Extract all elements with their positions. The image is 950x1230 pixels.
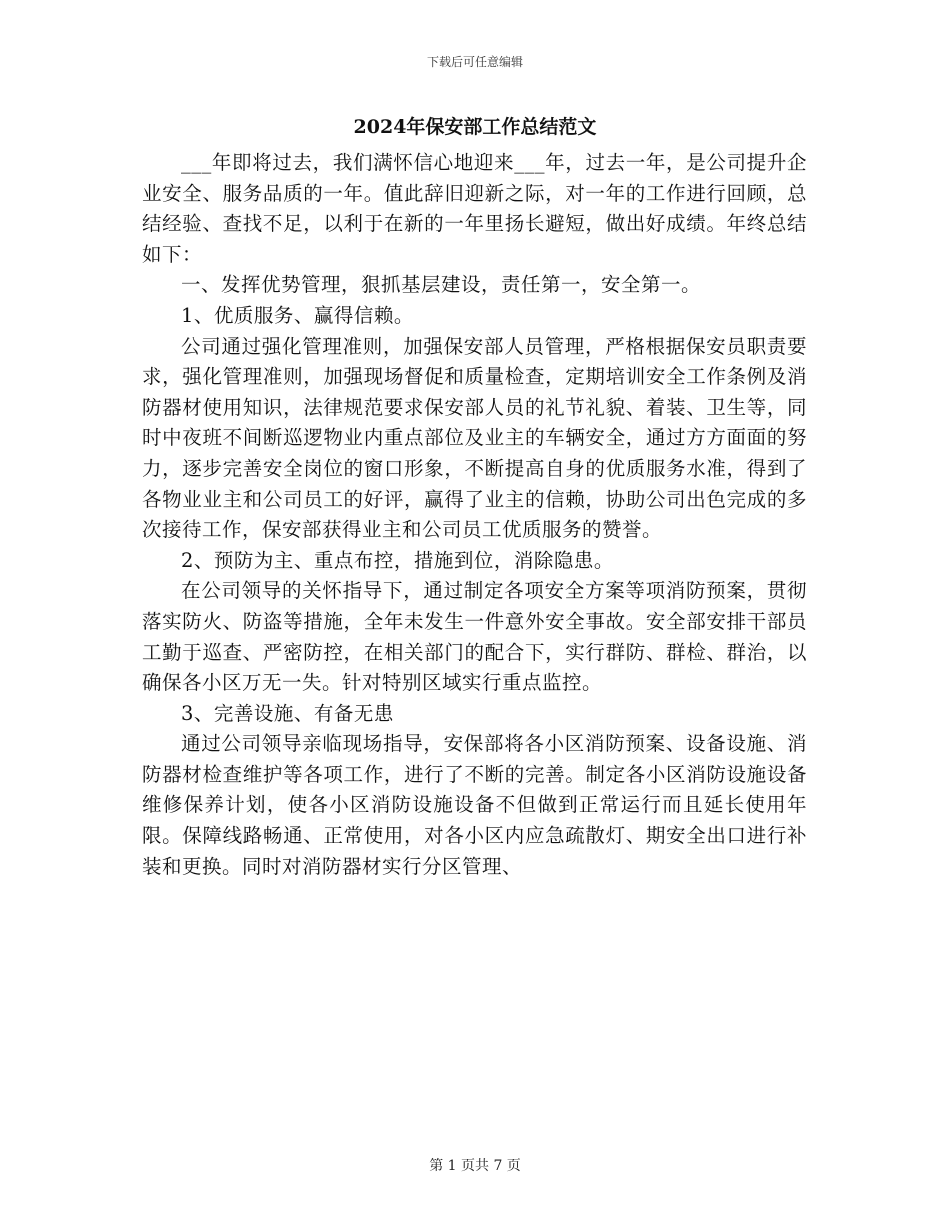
section-heading-1: 一、发挥优势管理，狠抓基层建设，责任第一，安全第一。 (181, 273, 702, 297)
document-body (142, 148, 807, 882)
paragraph-prevention: 在公司领导的关怀指导下，通过制定各项安全方案等项消防预案，贯彻落实防火、防盗等措施，全年未发生一件意外安全事故。安全部安排干部员工勤于巡查、严密防控，在相关部门的配合下，实行群防、群检、群治，以确保各小区万无一失。针对特别区域实行重点监控。 (142, 579, 807, 695)
header-note: 下载后可任意编辑 (426, 55, 523, 69)
paragraph-service: 公司通过强化管理准则，加强保安部人员管理，严格根据保安员职责要求，强化管理准则，加强现场督促和质量检查，定期培训安全工作条例及消防器材使用知识，法律规范要求保安部人员的礼节礼貌、着装、卫生等，同时中夜班不间断巡逻物业内重点部位及业主的车辆安全，通过方方面面的努力，逐步完善安全岗位的窗口形象，不断提高自身的优质服务水准，得到了各物业业主和公司员工的好评，赢得了业主的信赖，协助公司出色完成的多次接待工作，保安部获得业主和公司员工优质服务的赞誉。 (142, 334, 807, 542)
subheading-3: 3、完善设施、有备无患 (181, 701, 394, 725)
document-title: 2024年保安部工作总结范文 (353, 116, 597, 138)
paragraph-facilities: 通过公司领导亲临现场指导，安保部将各小区消防预案、设备设施、消防器材检查维护等各项工作，进行了不断的完善。制定各小区消防设施设备维修保养计划，使各小区消防设施设备不但做到正常运行而且延长使用年限。保障线路畅通、正常使用，对各小区内应急疏散灯、期安全出口进行补装和更换。同时对消防器材实行分区管理、 (142, 732, 807, 878)
subheading-2: 2、预防为主、重点布控，措施到位，消除隐患。 (181, 548, 614, 572)
subheading-1: 1、优质服务、赢得信赖。 (181, 303, 414, 327)
page-number: 第 1 页共 7 页 (429, 1158, 521, 1174)
paragraph-intro: ___年即将过去，我们满怀信心地迎来___年，过去一年，是公司提升企业安全、服务品质的一年。值此辞旧迎新之际，对一年的工作进行回顾，总结经验、查找不足，以利于在新的一年里扬长避短，做出好成绩。年终总结如下： (142, 151, 807, 266)
